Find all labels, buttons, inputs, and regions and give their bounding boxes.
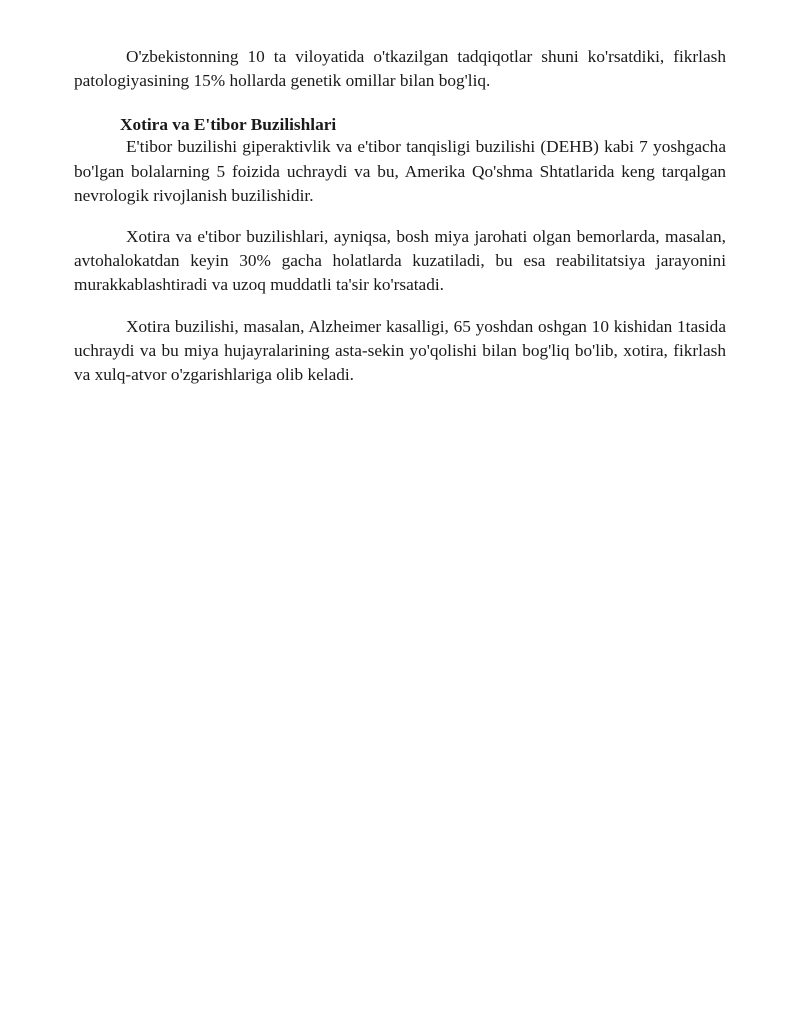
trauma-paragraph: Xotira va e'tibor buzilishlari, ayniqsa, bosh miya jarohati olgan bemorlarda, masalan, avtohalokatdan keyin 30% gacha holatlarda kuzatiladi, bu esa reabilitatsiya jarayonini murakkablashtiradi va uzoq muddatli ta'sir ko'rsatadi. (74, 227, 726, 295)
intro-paragraph: O'zbekistonning 10 ta viloyatida o'tkazilgan tadqiqotlar shuni ko'rsatdiki, fikrlash patologiyasining 15% hollarda genetik omillar bilan bog'liq. (74, 47, 726, 91)
attention-paragraph: E'tibor buzilishi giperaktivlik va e'tibor tanqisligi buzilishi (DEHB) kabi 7 yoshgacha bo'lgan bolalarning 5 foizida uchraydi va bu, Amerika Qo'shma Shtatlarida keng tarqalgan nevrologik rivojlanish buzilishidir. (74, 137, 726, 205)
section-heading: Xotira va E'tibor Buzilishlari (120, 115, 337, 135)
alzheimer-paragraph: Xotira buzilishi, masalan, Alzheimer kasalligi, 65 yoshdan oshgan 10 kishidan 1tasida uchraydi va bu miya hujayralarining asta-sekin yo'qolishi bilan bog'liq bo'lib, xotira, fikrlash va xulq-atvor o'zgarishlariga olib keladi. (74, 316, 726, 385)
document-body (74, 45, 726, 387)
